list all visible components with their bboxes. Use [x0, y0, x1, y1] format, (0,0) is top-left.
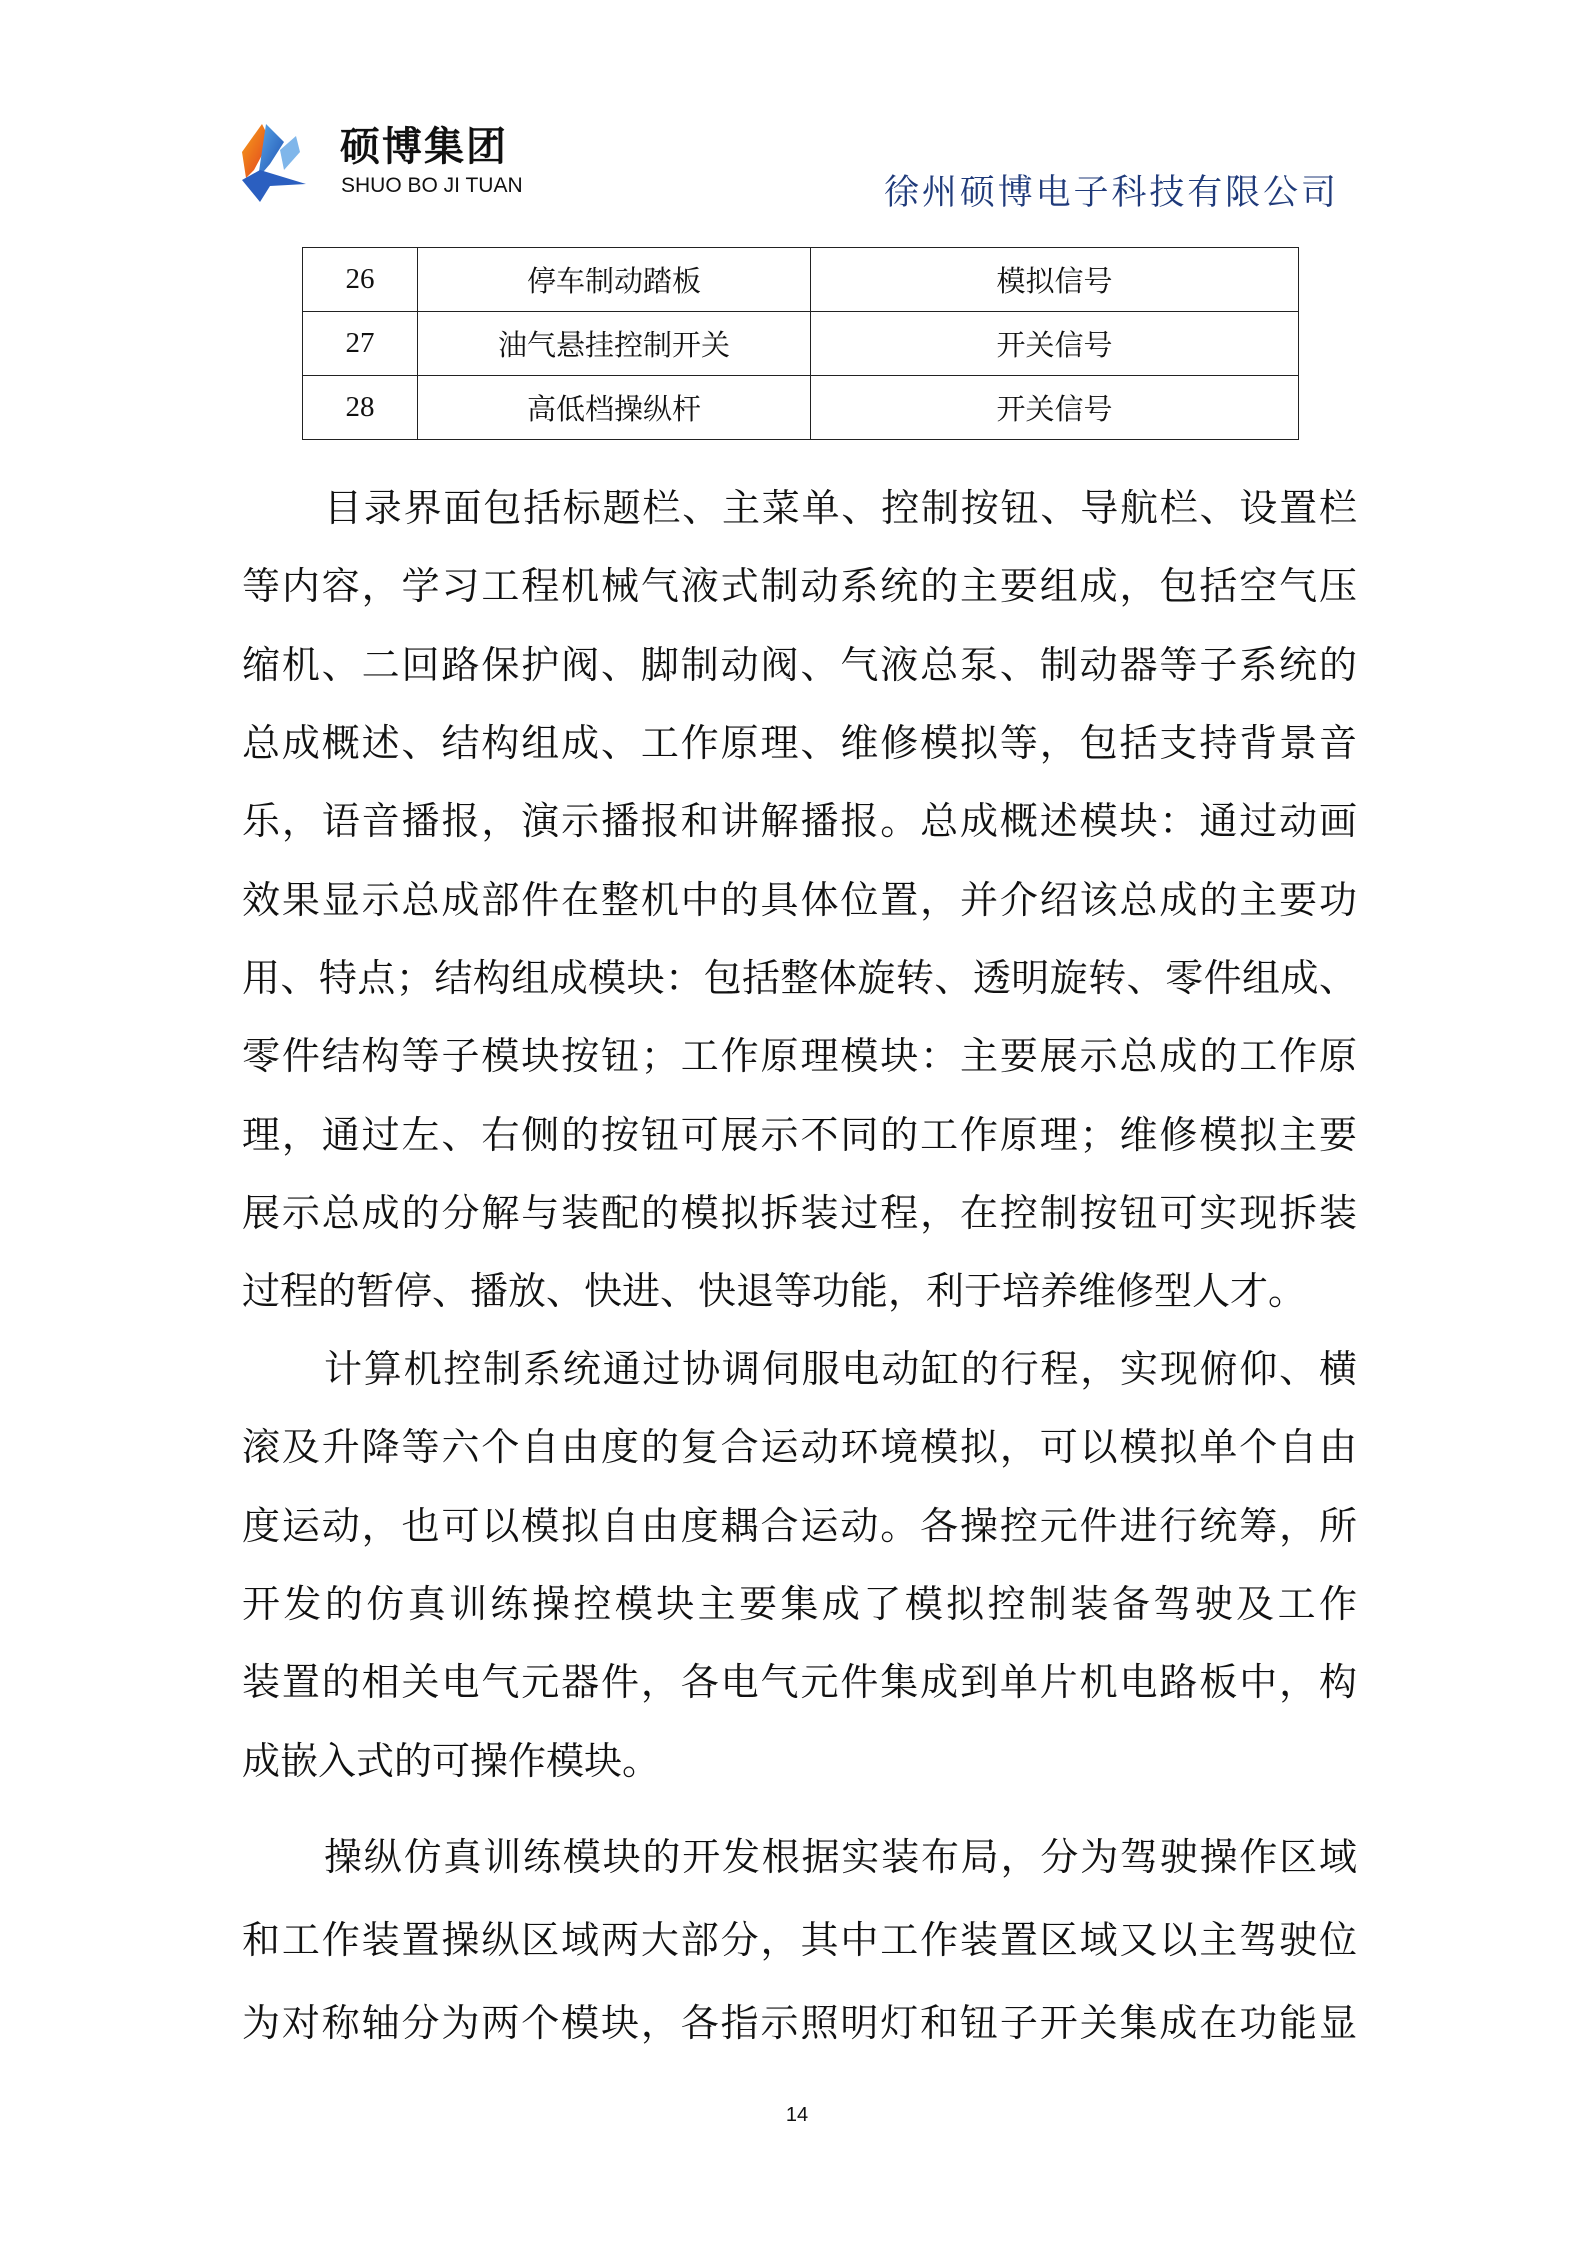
table-row	[303, 376, 1299, 440]
text-line: 目录界面包括标题栏、主菜单、控制按钮、导航栏、设置栏	[324, 486, 1357, 530]
text-line: 计算机控制系统通过协调伺服电动缸的行程，实现俯仰、横	[324, 1347, 1357, 1391]
text-line: 开发的仿真训练操控模块主要集成了模拟控制装备驾驶及工作	[242, 1582, 1357, 1627]
text-line: 操纵仿真训练模块的开发根据实装布局，分为驾驶操作区域	[324, 1835, 1357, 1879]
text-line: 过程的暂停、播放、快进、快退等功能，利于培养维修型人才。	[242, 1269, 1307, 1314]
row-number-cell: 27	[303, 312, 418, 376]
signal-table	[302, 247, 1299, 440]
text-line: 效果显示总成部件在整机中的具体位置，并介绍该总成的主要功	[242, 877, 1357, 922]
text-line: 乐，语音播报，演示播报和讲解播报。总成概述模块：通过动画	[242, 799, 1357, 844]
component-name-cell: 油气悬挂控制开关	[418, 312, 811, 376]
signal-type-cell: 开关信号	[811, 376, 1299, 440]
text-line: 零件结构等子模块按钮；工作原理模块：主要展示总成的工作原	[242, 1034, 1357, 1079]
text-line: 滚及升降等六个自由度的复合运动环境模拟，可以模拟单个自由	[242, 1425, 1357, 1470]
text-line: 等内容，学习工程机械气液式制动系统的主要组成，包括空气压	[242, 564, 1357, 609]
paragraph-3	[242, 1816, 1357, 2065]
text-line: 度运动，也可以模拟自由度耦合运动。各操控元件进行统筹，所	[242, 1503, 1357, 1548]
component-name-cell: 停车制动踏板	[418, 248, 811, 312]
paragraph-1	[242, 469, 1357, 1331]
text-line: 缩机、二回路保护阀、脚制动阀、气液总泵、制动器等子系统的	[242, 642, 1357, 687]
text-line: 装置的相关电气元器件，各电气元件集成到单片机电路板中，构	[242, 1660, 1357, 1705]
signal-type-cell: 开关信号	[811, 312, 1299, 376]
logo-text-cn: 硕博集团	[340, 124, 508, 170]
signal-type-cell: 模拟信号	[811, 248, 1299, 312]
component-name-cell: 高低档操纵杆	[418, 376, 811, 440]
company-logo-icon	[240, 122, 312, 204]
text-line: 成嵌入式的可操作模块。	[242, 1738, 661, 1783]
table-row	[303, 312, 1299, 376]
company-name: 徐州硕博电子科技有限公司	[884, 173, 1336, 213]
text-line: 为对称轴分为两个模块，各指示照明灯和钮子开关集成在功能显	[242, 2001, 1357, 2045]
text-line: 用、特点；结构组成模块：包括整体旋转、透明旋转、零件组成、	[242, 956, 1357, 1001]
text-line: 理，通过左、右侧的按钮可展示不同的工作原理；维修模拟主要	[242, 1112, 1357, 1157]
text-line: 总成概述、结构组成、工作原理、维修模拟等，包括支持背景音	[242, 721, 1357, 766]
text-line: 展示总成的分解与装配的模拟拆装过程，在控制按钮可实现拆装	[242, 1191, 1357, 1236]
row-number-cell: 28	[303, 376, 418, 440]
table-row	[303, 248, 1299, 312]
row-number-cell: 26	[303, 248, 418, 312]
logo-text-en: SHUO BO JI TUAN	[341, 174, 523, 197]
page-number: 14	[785, 2104, 809, 2126]
paragraph-2	[242, 1330, 1357, 1800]
text-line: 和工作装置操纵区域两大部分，其中工作装置区域又以主驾驶位	[242, 1918, 1357, 1962]
